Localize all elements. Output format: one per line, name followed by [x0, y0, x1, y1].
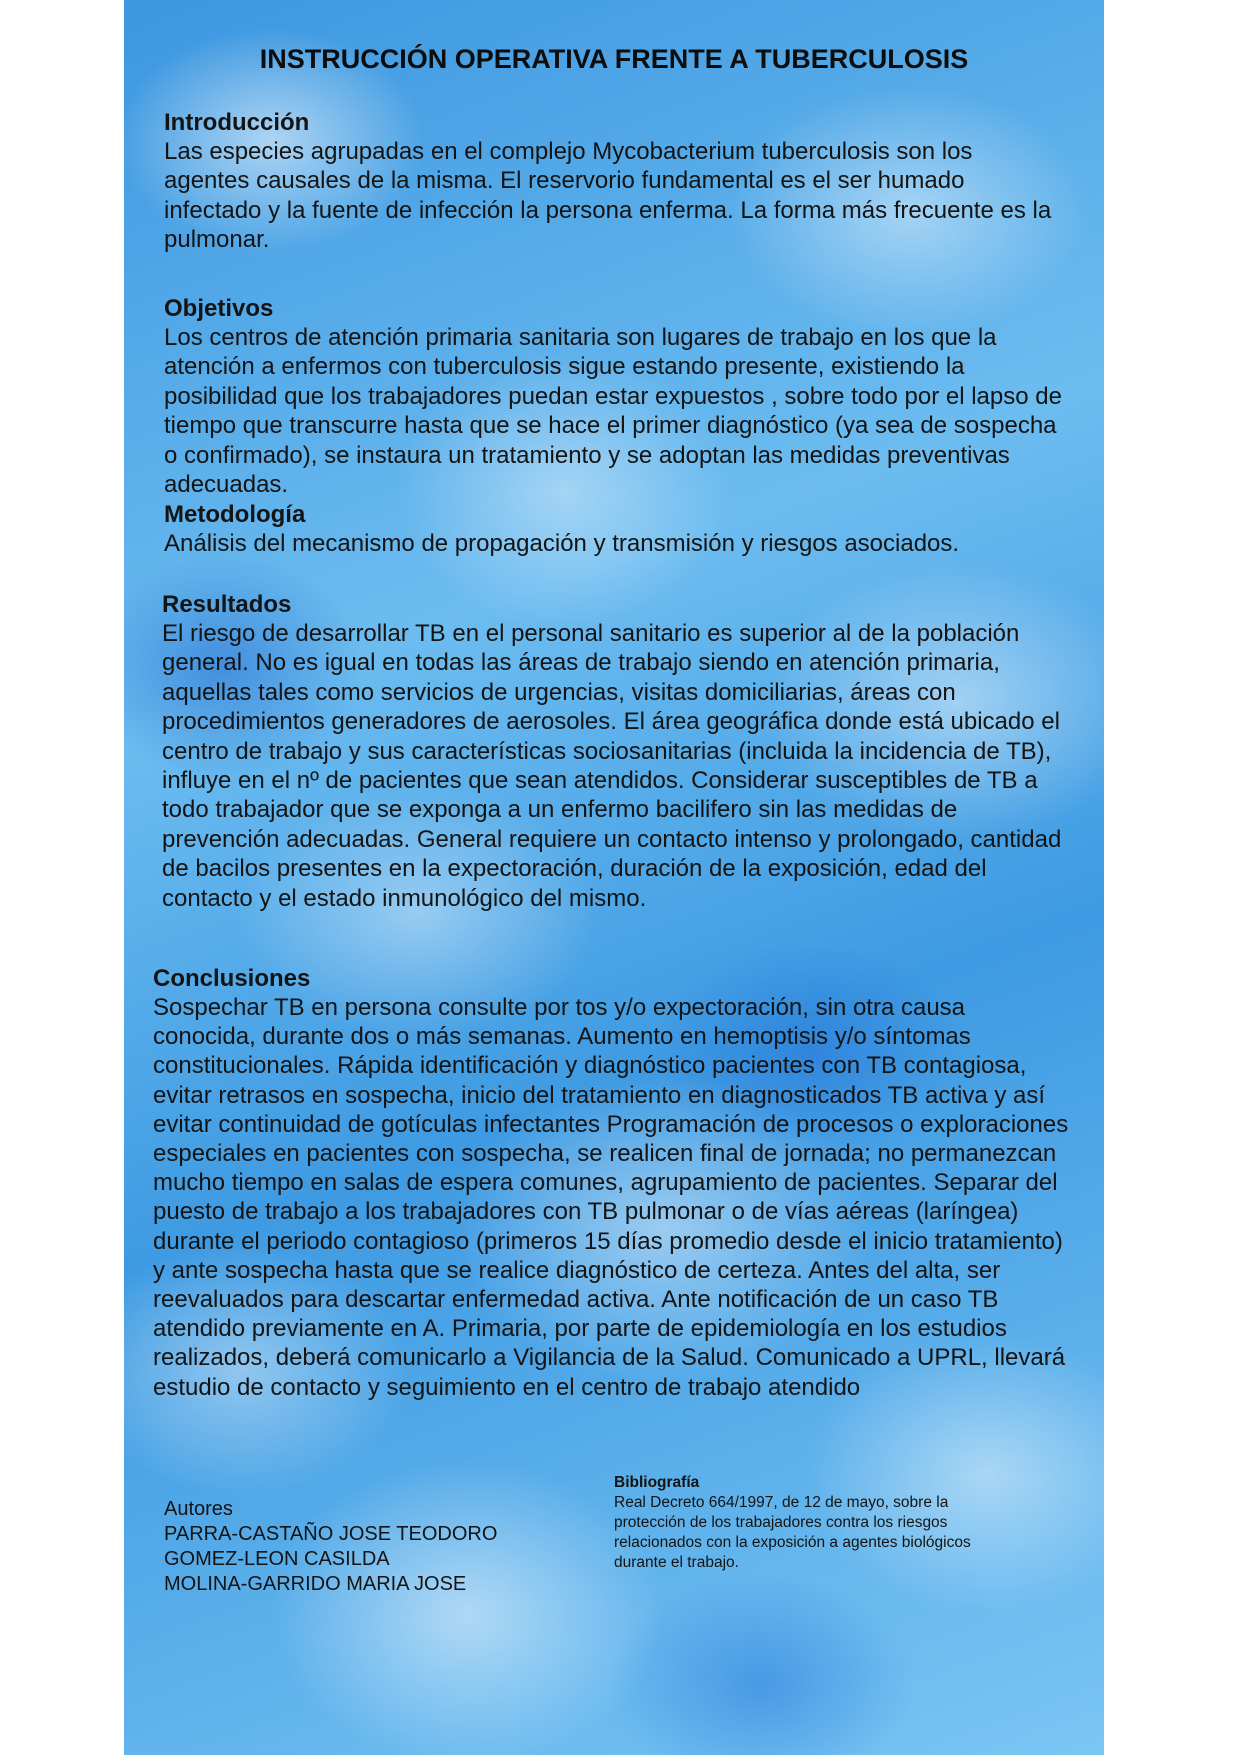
bibliography-text: Real Decreto 664/1997, de 12 de mayo, sobre la protección de los trabajadores contra los riesgos relacionados con la exposición a agentes biológicos durante el trabajo. [614, 1494, 971, 1571]
author-name: GOMEZ-LEON CASILDA [164, 1548, 390, 1570]
section-text: Sospechar TB en persona consulte por tos y/o expectoración, sin otra causa conocida, durante dos o más semanas. Aumento en hemoptisis y/o síntomas constitucionales. Rápida identificación y diagnóstico pacientes con TB contagiosa, evitar retrasos en sospecha, inicio del tratamiento en diagnosticados TB activa y así evitar continuidad de gotículas infectantes Programación de procesos o exploraciones especiales en pacientes con sospecha, se realicen final de jornada; no permanezcan mucho tiempo en salas de espera comunes, agrupamiento de pacientes. Separar del puesto de trabajo a los trabajadores con TB pulmonar o de vías aéreas (laríngea) durante el periodo contagioso (primeros 15 días promedio desde el inicio tratamiento) y ante sospecha hasta que se realice diagnóstico de certeza. Antes del alta, ser reevaluados para descartar enfermedad activa. Ante notificación de un caso TB atendido previamente en A. Primaria, por parte de epidemiología en los estudios realizados, deberá comunicarlo a Vigilancia de la Salud. Comunicado a UPRL, llevará estudio de contacto y seguimiento en el centro de trabajo atendido [153, 994, 1069, 1401]
section-heading: Resultados [162, 591, 292, 618]
section-text: Los centros de atención primaria sanitaria son lugares de trabajo en los que la atención a enfermos con tuberculosis sigue estando presente, existiendo la posibilidad que los trabajadores puedan estar expuestos , sobre todo por el lapso de tiempo que transcurre hasta que se hace el primer diagnóstico (ya sea de sospecha o confirmado), se instaura un tratamiento y se adoptan las medidas preventivas adecuadas. [164, 324, 1062, 499]
section-conclusiones [153, 964, 1073, 1402]
section-introduccion [164, 108, 1064, 255]
section-resultados [162, 590, 1062, 913]
section-text: El riesgo de desarrollar TB en el personal sanitario es superior al de la población general. No es igual en todas las áreas de trabajo siendo en atención primaria, aquellas tales como servicios de urgencias, visitas domiciliarias, áreas con procedimientos generadores de aerosoles. El área geográfica donde está ubicado el centro de trabajo y sus características sociosanitarias (incluida la incidencia de TB), influye en el nº de pacientes que sean atendidos. Considerar susceptibles de TB a todo trabajador que se exponga a un enfermo bacilifero sin las medidas de prevención adecuadas. General requiere un contacto intenso y prolongado, cantidad de bacilos presentes en la expectoración, duración de la exposición, edad del contacto y el estado inmunológico del mismo. [162, 620, 1062, 912]
bibliography-heading: Bibliografía [614, 1474, 700, 1491]
section-heading: Introducción [164, 109, 310, 136]
section-heading: Objetivos [164, 295, 274, 322]
section-objetivos [164, 294, 1064, 499]
authors-block [164, 1497, 584, 1597]
author-name: MOLINA-GARRIDO MARIA JOSE [164, 1573, 467, 1595]
section-metodologia [164, 500, 1064, 558]
poster [124, 0, 1104, 1755]
authors-heading: Autores [164, 1498, 233, 1520]
page-title: INSTRUCCIÓN OPERATIVA FRENTE A TUBERCULOSIS [259, 44, 969, 74]
bibliography-block [614, 1473, 994, 1573]
section-text: Las especies agrupadas en el complejo Mycobacterium tuberculosis son los agentes causales de la misma. El reservorio fundamental es el ser humado infectado y la fuente de infección la persona enferma. La forma más frecuente es la pulmonar. [164, 138, 1052, 254]
author-name: PARRA-CASTAÑO JOSE TEODORO [164, 1523, 498, 1545]
section-text: Análisis del mecanismo de propagación y transmisión y riesgos asociados. [164, 530, 960, 557]
section-heading: Conclusiones [153, 965, 311, 992]
section-heading: Metodología [164, 501, 306, 528]
